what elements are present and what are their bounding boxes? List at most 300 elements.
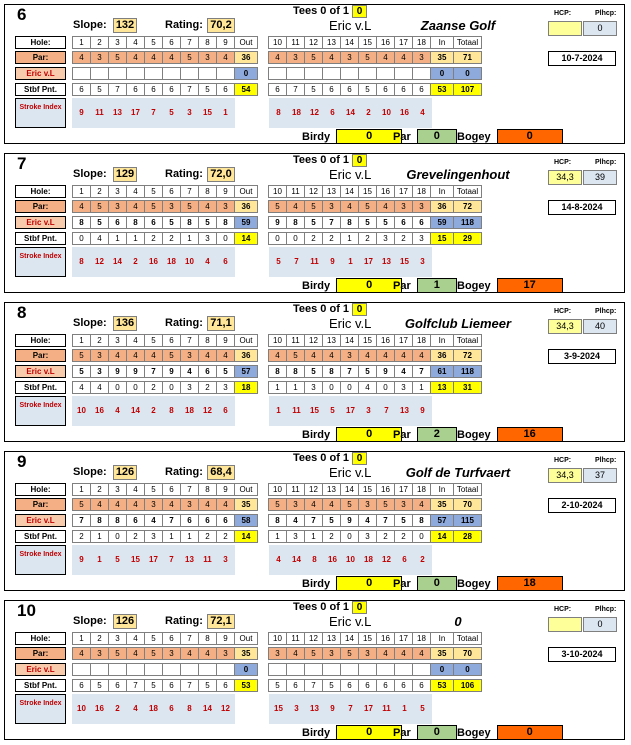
hole-cell[interactable] <box>180 663 199 676</box>
hole-cell: 4 <box>286 647 305 660</box>
hole-cell: 1 <box>72 483 91 496</box>
hole-cell[interactable] <box>340 67 359 80</box>
hole-cell[interactable]: 7 <box>340 365 359 378</box>
hole-cell: 6 <box>376 83 395 96</box>
hole-cell: 3 <box>358 498 377 511</box>
tees-info <box>293 303 367 316</box>
round-number: 7 <box>17 154 27 173</box>
par-total: 70 <box>453 498 482 511</box>
tees-value: 0 <box>352 452 367 465</box>
hole-cell: 3 <box>108 36 127 49</box>
hole-cell[interactable]: 4 <box>180 365 199 378</box>
hole-cell: 3 <box>216 647 235 660</box>
back-nine <box>268 349 482 362</box>
hole-cell: 6 <box>126 83 145 96</box>
hole-cell: 5 <box>108 647 127 660</box>
par-in: 35 <box>430 647 454 660</box>
hole-cell: 8 <box>198 185 217 198</box>
hole-cell: 3 <box>198 232 217 245</box>
hole-cell: 4 <box>376 349 395 362</box>
hole-cell: 17 <box>394 185 413 198</box>
hole-cell[interactable] <box>376 663 395 676</box>
hole-cell[interactable] <box>304 67 323 80</box>
hole-cell[interactable]: 8 <box>126 216 145 229</box>
hole-cell: 6 <box>412 679 431 692</box>
hole-cell[interactable]: 5 <box>376 216 395 229</box>
hole-cell: 2 <box>108 694 127 724</box>
stbf-row <box>15 381 482 394</box>
hole-cell: 15 <box>395 247 414 277</box>
hole-cell: 1 <box>108 232 127 245</box>
hole-cell[interactable]: 3 <box>90 365 109 378</box>
hole-cell[interactable]: 5 <box>304 216 323 229</box>
back-nine <box>268 36 482 49</box>
front-nine <box>72 185 258 198</box>
hole-cell: 4 <box>268 51 287 64</box>
hole-cell[interactable] <box>286 663 305 676</box>
hole-cell: 4 <box>72 200 91 213</box>
hole-cell: 10 <box>268 632 287 645</box>
stbf-row-label: Stbf Pnt. <box>15 679 66 692</box>
hole-cell[interactable] <box>108 663 127 676</box>
hole-cell: 2 <box>304 232 323 245</box>
hole-cell: 4 <box>394 349 413 362</box>
hole-cell: 6 <box>162 694 181 724</box>
hole-cell: 7 <box>180 83 199 96</box>
hole-cell: 4 <box>198 647 217 660</box>
round-number: 10 <box>17 601 36 620</box>
hole-cell: 2 <box>322 530 341 543</box>
hole-cell[interactable]: 5 <box>358 365 377 378</box>
hole-cell[interactable] <box>394 663 413 676</box>
score-in: 0 <box>430 663 454 676</box>
hole-cell[interactable]: 5 <box>304 365 323 378</box>
hole-cell[interactable] <box>162 663 181 676</box>
par-count-summary <box>393 129 457 144</box>
hole-cell[interactable]: 9 <box>268 216 287 229</box>
hcp-label: HCP: <box>554 606 572 613</box>
hole-cell: 3 <box>359 396 378 426</box>
hole-cell[interactable] <box>412 663 431 676</box>
hole-cell[interactable] <box>358 67 377 80</box>
hole-cell: 6 <box>144 83 163 96</box>
hole-cell: 10 <box>268 36 287 49</box>
hole-cell: 18 <box>412 185 431 198</box>
hole-cell[interactable]: 9 <box>162 365 181 378</box>
hole-cell: 3 <box>216 381 235 394</box>
hole-cell: 6 <box>162 36 181 49</box>
hole-cell: 4 <box>376 51 395 64</box>
hole-cell: 3 <box>412 232 431 245</box>
hole-cell: 16 <box>376 36 395 49</box>
hole-cell: 11 <box>286 36 305 49</box>
hole-cell[interactable]: 8 <box>108 514 127 527</box>
hcp-value: 34,3 <box>548 468 582 483</box>
hole-cell: 5 <box>358 200 377 213</box>
hole-cell[interactable]: 6 <box>108 216 127 229</box>
hole-cell[interactable]: 5 <box>162 216 181 229</box>
par-row-label: Par: <box>15 498 66 511</box>
hole-cell[interactable]: 7 <box>412 365 431 378</box>
hole-cell[interactable]: 5 <box>198 216 217 229</box>
bogey-label: Bogey <box>457 130 491 143</box>
hole-cell: 7 <box>304 679 323 692</box>
hole-cell[interactable]: 8 <box>72 216 91 229</box>
hole-cell: 16 <box>376 632 395 645</box>
par-out: 36 <box>234 51 258 64</box>
stbf-total: 28 <box>453 530 482 543</box>
hole-cell[interactable]: 8 <box>286 216 305 229</box>
stbf-row <box>15 679 482 692</box>
stbf-total: 31 <box>453 381 482 394</box>
hole-cell: 0 <box>268 232 287 245</box>
hole-cell[interactable]: 8 <box>268 514 287 527</box>
par-in: 36 <box>430 200 454 213</box>
hcp-value <box>548 617 582 632</box>
hole-cell: 1 <box>72 632 91 645</box>
hole-cell[interactable]: 8 <box>90 514 109 527</box>
bogey-value: 0 <box>497 725 563 740</box>
score-row-label: Eric v.L <box>15 67 66 80</box>
hole-cell: 6 <box>376 679 395 692</box>
hole-cell: 11 <box>90 98 109 128</box>
hole-cell: 11 <box>286 334 305 347</box>
hole-cell: 4 <box>126 483 145 496</box>
hcp-label: HCP: <box>554 308 572 315</box>
score-total: 0 <box>453 67 482 80</box>
hole-cell[interactable]: 7 <box>72 514 91 527</box>
hole-cell: 3 <box>162 200 181 213</box>
hole-cell[interactable] <box>90 67 109 80</box>
bogey-summary <box>457 427 563 442</box>
hole-cell[interactable]: 7 <box>162 514 181 527</box>
hole-cell[interactable]: 5 <box>394 514 413 527</box>
hole-cell: 16 <box>323 545 342 575</box>
front-nine <box>72 514 258 527</box>
si-row <box>15 545 432 575</box>
course-name: Zaanse Golf <box>420 18 496 33</box>
hole-cell: 14 <box>340 185 359 198</box>
hole-cell[interactable]: 6 <box>216 514 235 527</box>
hole-cell: 4 <box>198 247 217 277</box>
hole-cell: 1 <box>162 530 181 543</box>
hole-cell: 3 <box>90 647 109 660</box>
hole-cell[interactable] <box>72 67 91 80</box>
hole-cell[interactable] <box>198 663 217 676</box>
hole-cell: 3 <box>394 200 413 213</box>
hole-cell: 6 <box>394 83 413 96</box>
hole-cell: 4 <box>216 349 235 362</box>
stbf-total: 106 <box>453 679 482 692</box>
rating-label: Rating: <box>165 168 203 180</box>
hole-cell: 0 <box>340 381 359 394</box>
hole-cell[interactable] <box>412 67 431 80</box>
front-nine <box>72 51 258 64</box>
hole-cell[interactable] <box>286 67 305 80</box>
birdy-label: Birdy <box>302 726 331 739</box>
hole-cell: 14 <box>287 545 306 575</box>
hole-cell[interactable]: 8 <box>412 514 431 527</box>
hole-cell[interactable] <box>394 67 413 80</box>
hole-cell[interactable]: 5 <box>322 514 341 527</box>
score-row-label: Eric v.L <box>15 514 66 527</box>
hole-cell: 4 <box>126 36 145 49</box>
hole-cell[interactable]: 6 <box>394 216 413 229</box>
hole-cell[interactable] <box>322 67 341 80</box>
hole-cell: 6 <box>162 185 181 198</box>
hole-cell: 4 <box>216 51 235 64</box>
hole-cell: 6 <box>162 83 181 96</box>
back-nine <box>269 694 432 724</box>
hole-cell[interactable]: 7 <box>144 365 163 378</box>
hole-cell: 5 <box>268 498 287 511</box>
hole-cell[interactable]: 4 <box>394 365 413 378</box>
hole-cell: 0 <box>322 381 341 394</box>
hole-cell: 14 <box>340 632 359 645</box>
slope-label: Slope: <box>73 317 107 329</box>
hole-out: Out <box>234 185 258 198</box>
hole-cell: 6 <box>340 679 359 692</box>
par-count-summary <box>393 278 457 293</box>
front-nine <box>72 381 258 394</box>
hole-cell[interactable]: 9 <box>108 365 127 378</box>
par-row <box>15 200 482 213</box>
score-in: 61 <box>430 365 454 378</box>
hole-in: In <box>430 483 454 496</box>
hole-cell[interactable] <box>376 67 395 80</box>
hole-cell[interactable] <box>144 67 163 80</box>
hole-cell[interactable]: 9 <box>376 365 395 378</box>
hole-cell: 8 <box>269 98 288 128</box>
hole-cell: 17 <box>394 632 413 645</box>
tees-value: 0 <box>352 303 367 316</box>
hole-cell: 18 <box>412 36 431 49</box>
birdy-value: 0 <box>336 576 402 591</box>
back-nine <box>268 663 482 676</box>
bogey-label: Bogey <box>457 428 491 441</box>
hole-cell[interactable]: 8 <box>286 365 305 378</box>
hole-cell: 7 <box>341 694 360 724</box>
birdy-label: Birdy <box>302 279 331 292</box>
slope-label: Slope: <box>73 466 107 478</box>
hole-cell: 4 <box>180 647 199 660</box>
hole-cell[interactable] <box>126 663 145 676</box>
hole-cell[interactable] <box>358 663 377 676</box>
plhcp-label: Plhcp: <box>595 606 617 613</box>
hole-cell: 4 <box>322 498 341 511</box>
hole-cell[interactable] <box>144 663 163 676</box>
par-count-label: Par <box>393 577 411 590</box>
back-nine <box>268 232 482 245</box>
hole-cell[interactable] <box>340 663 359 676</box>
par-count-value: 1 <box>417 278 457 293</box>
hole-cell[interactable] <box>126 67 145 80</box>
hole-cell: 10 <box>268 185 287 198</box>
hole-cell[interactable] <box>198 67 217 80</box>
hole-cell: 0 <box>108 381 127 394</box>
hole-total: Totaal <box>453 185 482 198</box>
hole-cell[interactable]: 7 <box>304 514 323 527</box>
par-row-label: Par: <box>15 51 66 64</box>
hole-cell: 6 <box>162 679 181 692</box>
hole-cell[interactable]: 4 <box>144 514 163 527</box>
course-name: Golf de Turfvaert <box>405 465 511 480</box>
hole-cell: 3 <box>216 545 235 575</box>
hole-cell[interactable]: 7 <box>322 216 341 229</box>
hole-cell: 4 <box>72 51 91 64</box>
hole-cell[interactable] <box>322 663 341 676</box>
hole-cell[interactable] <box>216 67 235 80</box>
hole-cell[interactable] <box>268 67 287 80</box>
hole-cell: 12 <box>304 185 323 198</box>
hole-cell: 12 <box>216 694 235 724</box>
hole-cell: 4 <box>198 200 217 213</box>
hole-row-label: Hole: <box>15 334 66 347</box>
tees-label: Tees 0 of 1 <box>293 303 350 315</box>
hole-cell: 0 <box>72 232 91 245</box>
hole-cell: 15 <box>126 545 145 575</box>
score-out: 57 <box>234 365 258 378</box>
hole-cell: 9 <box>216 483 235 496</box>
hole-cell[interactable]: 4 <box>358 514 377 527</box>
hole-cell: 15 <box>358 334 377 347</box>
hole-cell[interactable]: 8 <box>322 365 341 378</box>
back-nine <box>269 396 432 426</box>
hole-cell: 17 <box>341 396 360 426</box>
hole-cell: 5 <box>72 349 91 362</box>
hole-cell: 8 <box>198 483 217 496</box>
birdy-summary <box>302 278 402 293</box>
hole-cell[interactable] <box>90 663 109 676</box>
hole-cell: 1 <box>90 530 109 543</box>
hole-cell: 2 <box>322 232 341 245</box>
back-nine <box>268 51 482 64</box>
hole-cell[interactable] <box>180 67 199 80</box>
hole-cell[interactable]: 8 <box>268 365 287 378</box>
hole-cell: 15 <box>358 483 377 496</box>
par-row <box>15 647 482 660</box>
hole-row-label: Hole: <box>15 36 66 49</box>
back-nine <box>268 514 482 527</box>
hole-cell[interactable]: 8 <box>180 216 199 229</box>
back-nine <box>268 67 482 80</box>
hole-cell[interactable] <box>72 663 91 676</box>
plhcp-label: Plhcp: <box>595 159 617 166</box>
front-nine <box>72 530 258 543</box>
par-total: 72 <box>453 200 482 213</box>
hole-cell[interactable]: 8 <box>216 216 235 229</box>
hole-cell: 3 <box>216 200 235 213</box>
stbf-out: 18 <box>234 381 258 394</box>
hole-cell[interactable] <box>216 663 235 676</box>
hole-cell: 15 <box>305 396 324 426</box>
hole-cell: 17 <box>359 247 378 277</box>
front-nine <box>72 67 258 80</box>
back-nine <box>268 498 482 511</box>
si-row-label: Stroke Index <box>15 396 66 426</box>
si-row <box>15 694 432 724</box>
hole-cell: 2 <box>144 232 163 245</box>
hole-cell: 4 <box>376 647 395 660</box>
hole-cell[interactable]: 5 <box>72 365 91 378</box>
rating-label: Rating: <box>165 317 203 329</box>
hole-cell: 7 <box>108 83 127 96</box>
hole-cell[interactable]: 6 <box>126 514 145 527</box>
hole-cell: 14 <box>341 98 360 128</box>
hole-cell[interactable]: 6 <box>180 514 199 527</box>
hole-cell: 4 <box>90 381 109 394</box>
hole-cell[interactable]: 9 <box>340 514 359 527</box>
tees-info <box>293 5 367 18</box>
hole-cell: 12 <box>198 396 217 426</box>
hole-total: Totaal <box>453 36 482 49</box>
hole-cell: 5 <box>162 349 181 362</box>
hole-cell[interactable]: 8 <box>340 216 359 229</box>
hole-cell: 12 <box>377 545 396 575</box>
stbf-out: 53 <box>234 679 258 692</box>
hole-cell: 14 <box>108 247 127 277</box>
hole-cell: 6 <box>216 247 235 277</box>
hole-cell[interactable]: 4 <box>286 514 305 527</box>
player-name: Eric v.L <box>329 465 372 480</box>
slope-label: Slope: <box>73 19 107 31</box>
hole-cell: 3 <box>340 349 359 362</box>
hole-cell: 4 <box>126 200 145 213</box>
hole-cell: 4 <box>126 647 145 660</box>
hole-cell[interactable] <box>162 67 181 80</box>
score-out: 0 <box>234 67 258 80</box>
hole-cell: 14 <box>340 483 359 496</box>
hole-cell: 8 <box>180 694 199 724</box>
hole-cell: 18 <box>359 545 378 575</box>
par-count-label: Par <box>393 279 411 292</box>
hole-cell: 6 <box>395 545 414 575</box>
stbf-in: 14 <box>430 530 454 543</box>
hole-cell: 6 <box>286 679 305 692</box>
hole-cell: 18 <box>144 694 163 724</box>
hole-cell[interactable]: 5 <box>216 365 235 378</box>
hole-cell: 14 <box>340 36 359 49</box>
hole-cell: 5 <box>180 200 199 213</box>
hole-cell[interactable]: 6 <box>198 365 217 378</box>
hole-cell[interactable]: 6 <box>412 216 431 229</box>
hole-cell: 5 <box>144 185 163 198</box>
round-date: 14-8-2024 <box>548 200 616 215</box>
hole-cell: 3 <box>376 232 395 245</box>
hole-cell[interactable]: 9 <box>126 365 145 378</box>
round-date: 3-9-2024 <box>548 349 616 364</box>
hole-cell: 1 <box>412 381 431 394</box>
rating-value: 72,0 <box>207 167 235 182</box>
hole-out: Out <box>234 632 258 645</box>
par-count-value: 2 <box>417 427 457 442</box>
hole-cell: 3 <box>304 381 323 394</box>
hole-cell[interactable]: 6 <box>144 216 163 229</box>
hole-cell[interactable] <box>268 663 287 676</box>
hole-cell[interactable] <box>108 67 127 80</box>
front-nine <box>72 396 235 426</box>
hole-cell[interactable]: 7 <box>376 514 395 527</box>
hole-cell[interactable]: 5 <box>90 216 109 229</box>
birdy-summary <box>302 129 402 144</box>
hole-cell: 16 <box>144 247 163 277</box>
hole-cell: 8 <box>198 632 217 645</box>
score-in: 59 <box>430 216 454 229</box>
back-nine <box>268 647 482 660</box>
hole-cell[interactable]: 5 <box>358 216 377 229</box>
hole-cell[interactable]: 6 <box>198 514 217 527</box>
hole-cell[interactable] <box>304 663 323 676</box>
